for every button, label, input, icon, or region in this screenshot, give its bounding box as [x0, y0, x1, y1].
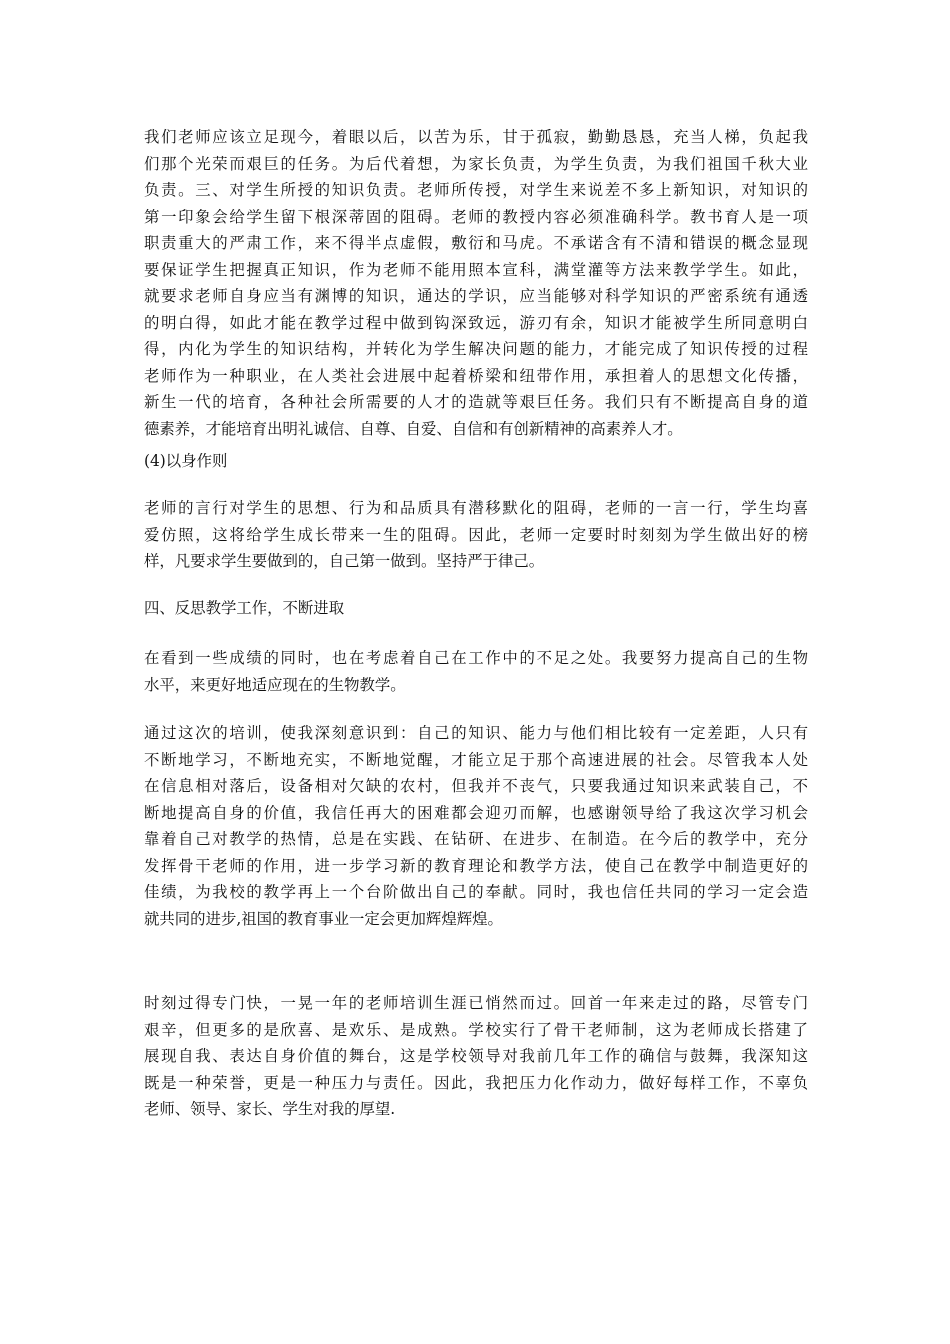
text-line: 要保证学生把握真正知识，作为老师不能用照本宣科，满堂灌等方法来教学学生。如此，: [144, 260, 808, 279]
paragraph-training-review: [144, 990, 808, 1123]
paragraph-training-insight: [144, 720, 808, 932]
text-line: 通过这次的培训，使我深刻意识到：自己的知识、能力与他们相比较有一定差距，人只有: [144, 724, 808, 742]
heading-text: (4)以身作则: [144, 452, 228, 470]
text-line: 我们老师应该立足现今，着眼以后，以苦为乐，甘于孤寂，勤勤恳恳，充当人梯，负起我: [144, 128, 808, 146]
text-line: 展现自我、表达自身价值的舞台，这是学校领导对我前几年工作的确信与鼓舞，我深知这: [144, 1047, 808, 1065]
text-line: 们那个光荣而艰巨的任务。为后代着想，为家长负责，为学生负责，为我们祖国千秋大业: [144, 154, 808, 173]
text-line: 靠着自己对教学的热情，总是在实践、在钻研、在进步、在制造。在今后的教学中，充分: [144, 830, 808, 848]
text-line: 就要求老师自身应当有渊博的知识，通达的学识，应当能够对科学知识的严密系统有通透: [144, 287, 808, 305]
text-line: 佳绩，为我校的教学再上一个台阶做出自己的奉献。同时，我也信任共同的学习一定会造: [144, 883, 808, 901]
heading-text: 四、反思教学工作，不断进取: [144, 599, 345, 617]
text-line: 样，凡要求学生要做到的，自己第一做到。坚持严于律己。: [144, 552, 545, 570]
text-line: 就共同的进步,祖国的教育事业一定会更加辉煌辉煌。: [144, 909, 503, 928]
text-line: 第一印象会给学生留下根深蒂固的阻碍。老师的教授内容必须准确科学。教书育人是一项: [144, 207, 808, 226]
text-line: 负责。三、对学生所授的知识负责。老师所传授，对学生来说差不多上新知识，对知识的: [144, 181, 808, 199]
text-line: 得，内化为学生的知识结构，并转化为学生解决问题的能力，才能完成了知识传授的过程: [144, 340, 808, 358]
text-line: 时刻过得专门快，一晃一年的老师培训生涯已悄然而过。回首一年来走过的路，尽管专门: [144, 994, 808, 1012]
text-line: 艰辛，但更多的是欣喜、是欢乐、是成熟。学校实行了骨干老师制，这为老师成长搭建了: [144, 1020, 808, 1039]
text-line: 职责重大的严肃工作，来不得半点虚假，敷衍和马虎。不承诺含有不清和错误的概念显现: [144, 234, 808, 252]
text-line: 在看到一些成绩的同时，也在考虑着自己在工作中的不足之处。我要努力提高自己的生物: [144, 649, 808, 667]
section-heading-lead-by-example: [144, 448, 808, 475]
text-line: 老师、领导、家长、学生对我的厚望.: [144, 1100, 396, 1118]
text-line: 断地提高自身的价值，我信任再大的困难都会迎刃而解，也感谢领导给了我这次学习机会: [144, 803, 808, 822]
section-heading-reflection: [144, 595, 808, 622]
text-line: 不断地学习，不断地充实，不断地觉醒，才能立足于那个高速进展的社会。尽管我本人处: [144, 750, 808, 769]
text-line: 新生一代的培育，各种社会所需要的人才的造就等艰巨任务。我们只有不断提高自身的道: [144, 393, 808, 411]
text-line: 水平，来更好地适应现在的生物教学。: [144, 675, 406, 694]
text-line: 德素养，才能培育出明礼诚信、自尊、自爱、自信和有创新精神的高素养人才。: [144, 419, 683, 438]
paragraph-shortcomings: [144, 645, 808, 698]
text-line: 老师的言行对学生的思想、行为和品质具有潜移默化的阻碍，老师的一言一行，学生均喜: [144, 499, 808, 517]
paragraph-lead-by-example: [144, 495, 808, 575]
paragraph-teacher-responsibility: [144, 124, 808, 442]
text-line: 爱仿照，这将给学生成长带来一生的阻碍。因此，老师一定要时时刻刻为学生做出好的榜: [144, 525, 808, 544]
text-line: 老师作为一种职业，在人类社会进展中起着桥梁和纽带作用，承担着人的思想文化传播，: [144, 366, 808, 385]
text-line: 发挥骨干老师的作用，进一步学习新的教育理论和教学方法，使自己在教学中制造更好的: [144, 856, 808, 875]
text-line: 既是一种荣誉，更是一种压力与责任。因此，我把压力化作动力，做好每样工作，不辜负: [144, 1073, 808, 1092]
text-line: 在信息相对落后，设备相对欠缺的农村，但我并不丧气，只要我通过知识来武装自己，不: [144, 777, 808, 795]
text-line: 的明白得，如此才能在教学过程中做到钩深致远，游刃有余，知识才能被学生所同意明白: [144, 313, 808, 332]
